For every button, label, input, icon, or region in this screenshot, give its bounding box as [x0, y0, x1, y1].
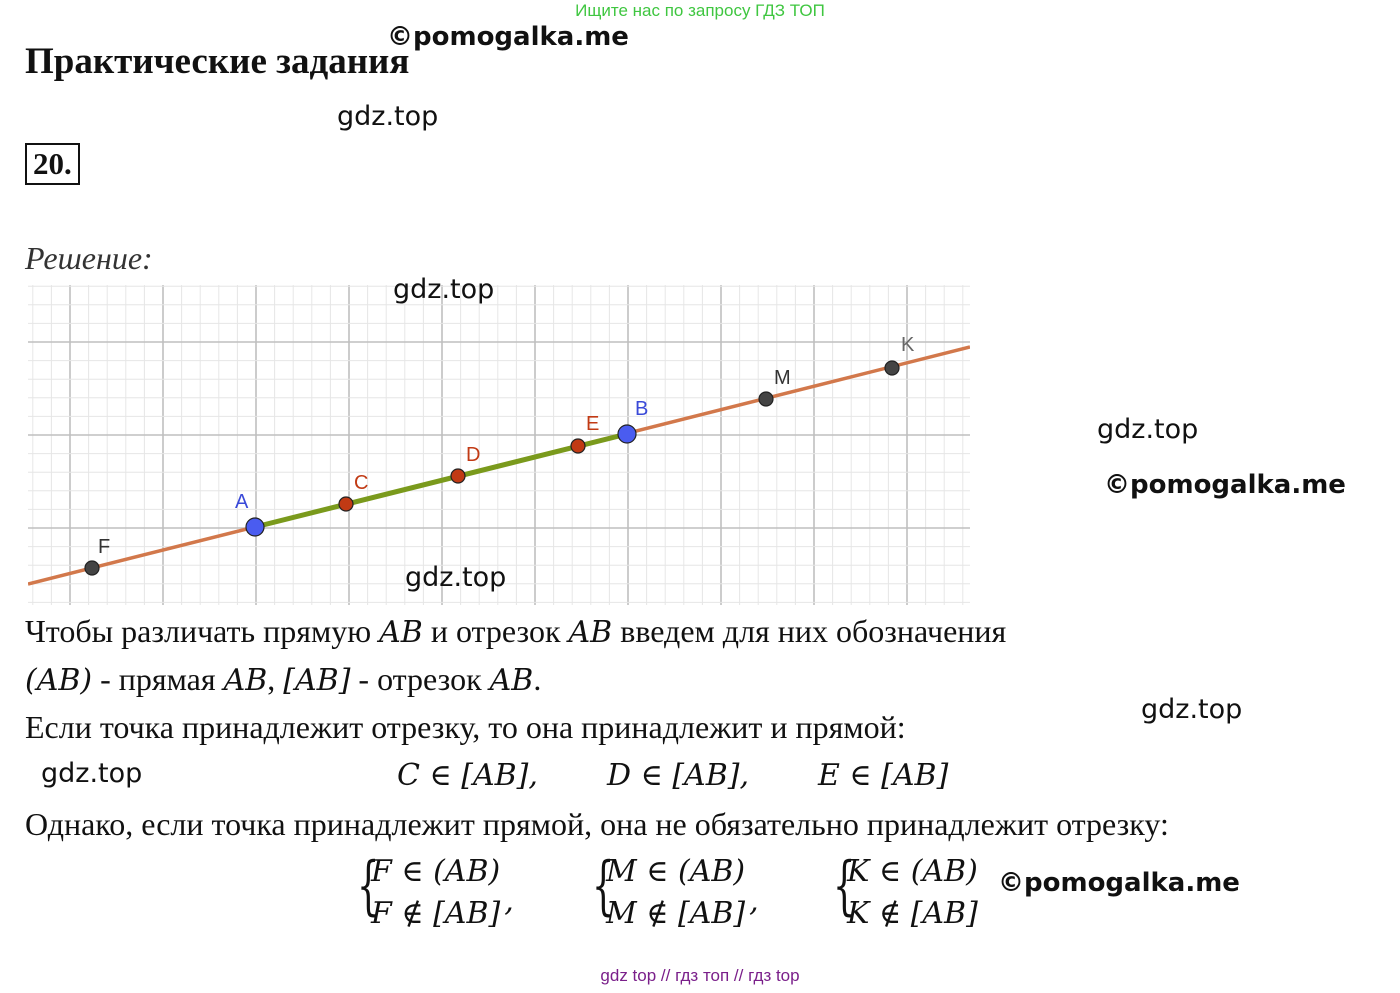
point-label-a: A — [235, 491, 249, 513]
brace-icon: { — [833, 849, 856, 923]
point-label-c: C — [354, 472, 369, 494]
brace-icon: { — [592, 849, 615, 923]
paragraph-3: Если точка принадлежит отрезку, то она принадлежит и прямой: — [25, 709, 906, 745]
point-m — [759, 392, 773, 406]
belongs-e: E ∈ [AB] — [818, 758, 949, 793]
point-label-b: B — [635, 398, 649, 420]
watermark-copyright: ©pomogalka.me — [387, 22, 629, 52]
footer-links[interactable]: gdz top // гдз топ // гдз top — [600, 966, 800, 985]
paragraph-2: (AB) - прямая AB, [AB] - отрезок AB. — [25, 661, 542, 698]
paragraph-1: Чтобы различать прямую AB и отрезок AB введем для них обозначения — [25, 613, 1007, 650]
exercise-number: 20. — [25, 143, 80, 185]
page-title: Практические задания — [25, 41, 410, 82]
grid — [28, 285, 970, 605]
point-k — [885, 361, 899, 375]
point-d — [451, 469, 465, 483]
watermark-gdz: gdz.top — [1141, 694, 1243, 725]
point-label-k: K — [901, 334, 915, 356]
point-e — [571, 439, 585, 453]
point-label-d: D — [466, 444, 481, 466]
watermark-gdz: gdz.top — [337, 101, 439, 132]
solution-label: Решение: — [25, 240, 153, 276]
search-banner[interactable]: Ищите нас по запросу ГДЗ ТОП — [575, 1, 825, 20]
point-label-e: E — [586, 413, 600, 435]
point-a — [246, 518, 264, 536]
watermark-gdz: gdz.top — [41, 758, 143, 789]
watermark-gdz: gdz.top — [405, 562, 507, 593]
point-label-m: M — [774, 367, 791, 389]
watermark-copyright: ©pomogalka.me — [998, 868, 1240, 898]
belongs-c: C ∈ [AB], — [397, 758, 538, 793]
point-c — [339, 497, 353, 511]
watermark-gdz: gdz.top — [393, 274, 495, 305]
belongs-d: D ∈ [AB], — [607, 758, 749, 793]
watermark-gdz: gdz.top — [1097, 414, 1199, 445]
brace-icon: { — [357, 849, 380, 923]
point-b — [618, 425, 636, 443]
watermark-copyright: ©pomogalka.me — [1104, 470, 1346, 500]
paragraph-4: Однако, если точка принадлежит прямой, она не обязательно принадлежит отрезку: — [25, 806, 1169, 842]
line-figure — [28, 285, 970, 605]
point-f — [85, 561, 99, 575]
point-label-f: F — [98, 536, 111, 558]
